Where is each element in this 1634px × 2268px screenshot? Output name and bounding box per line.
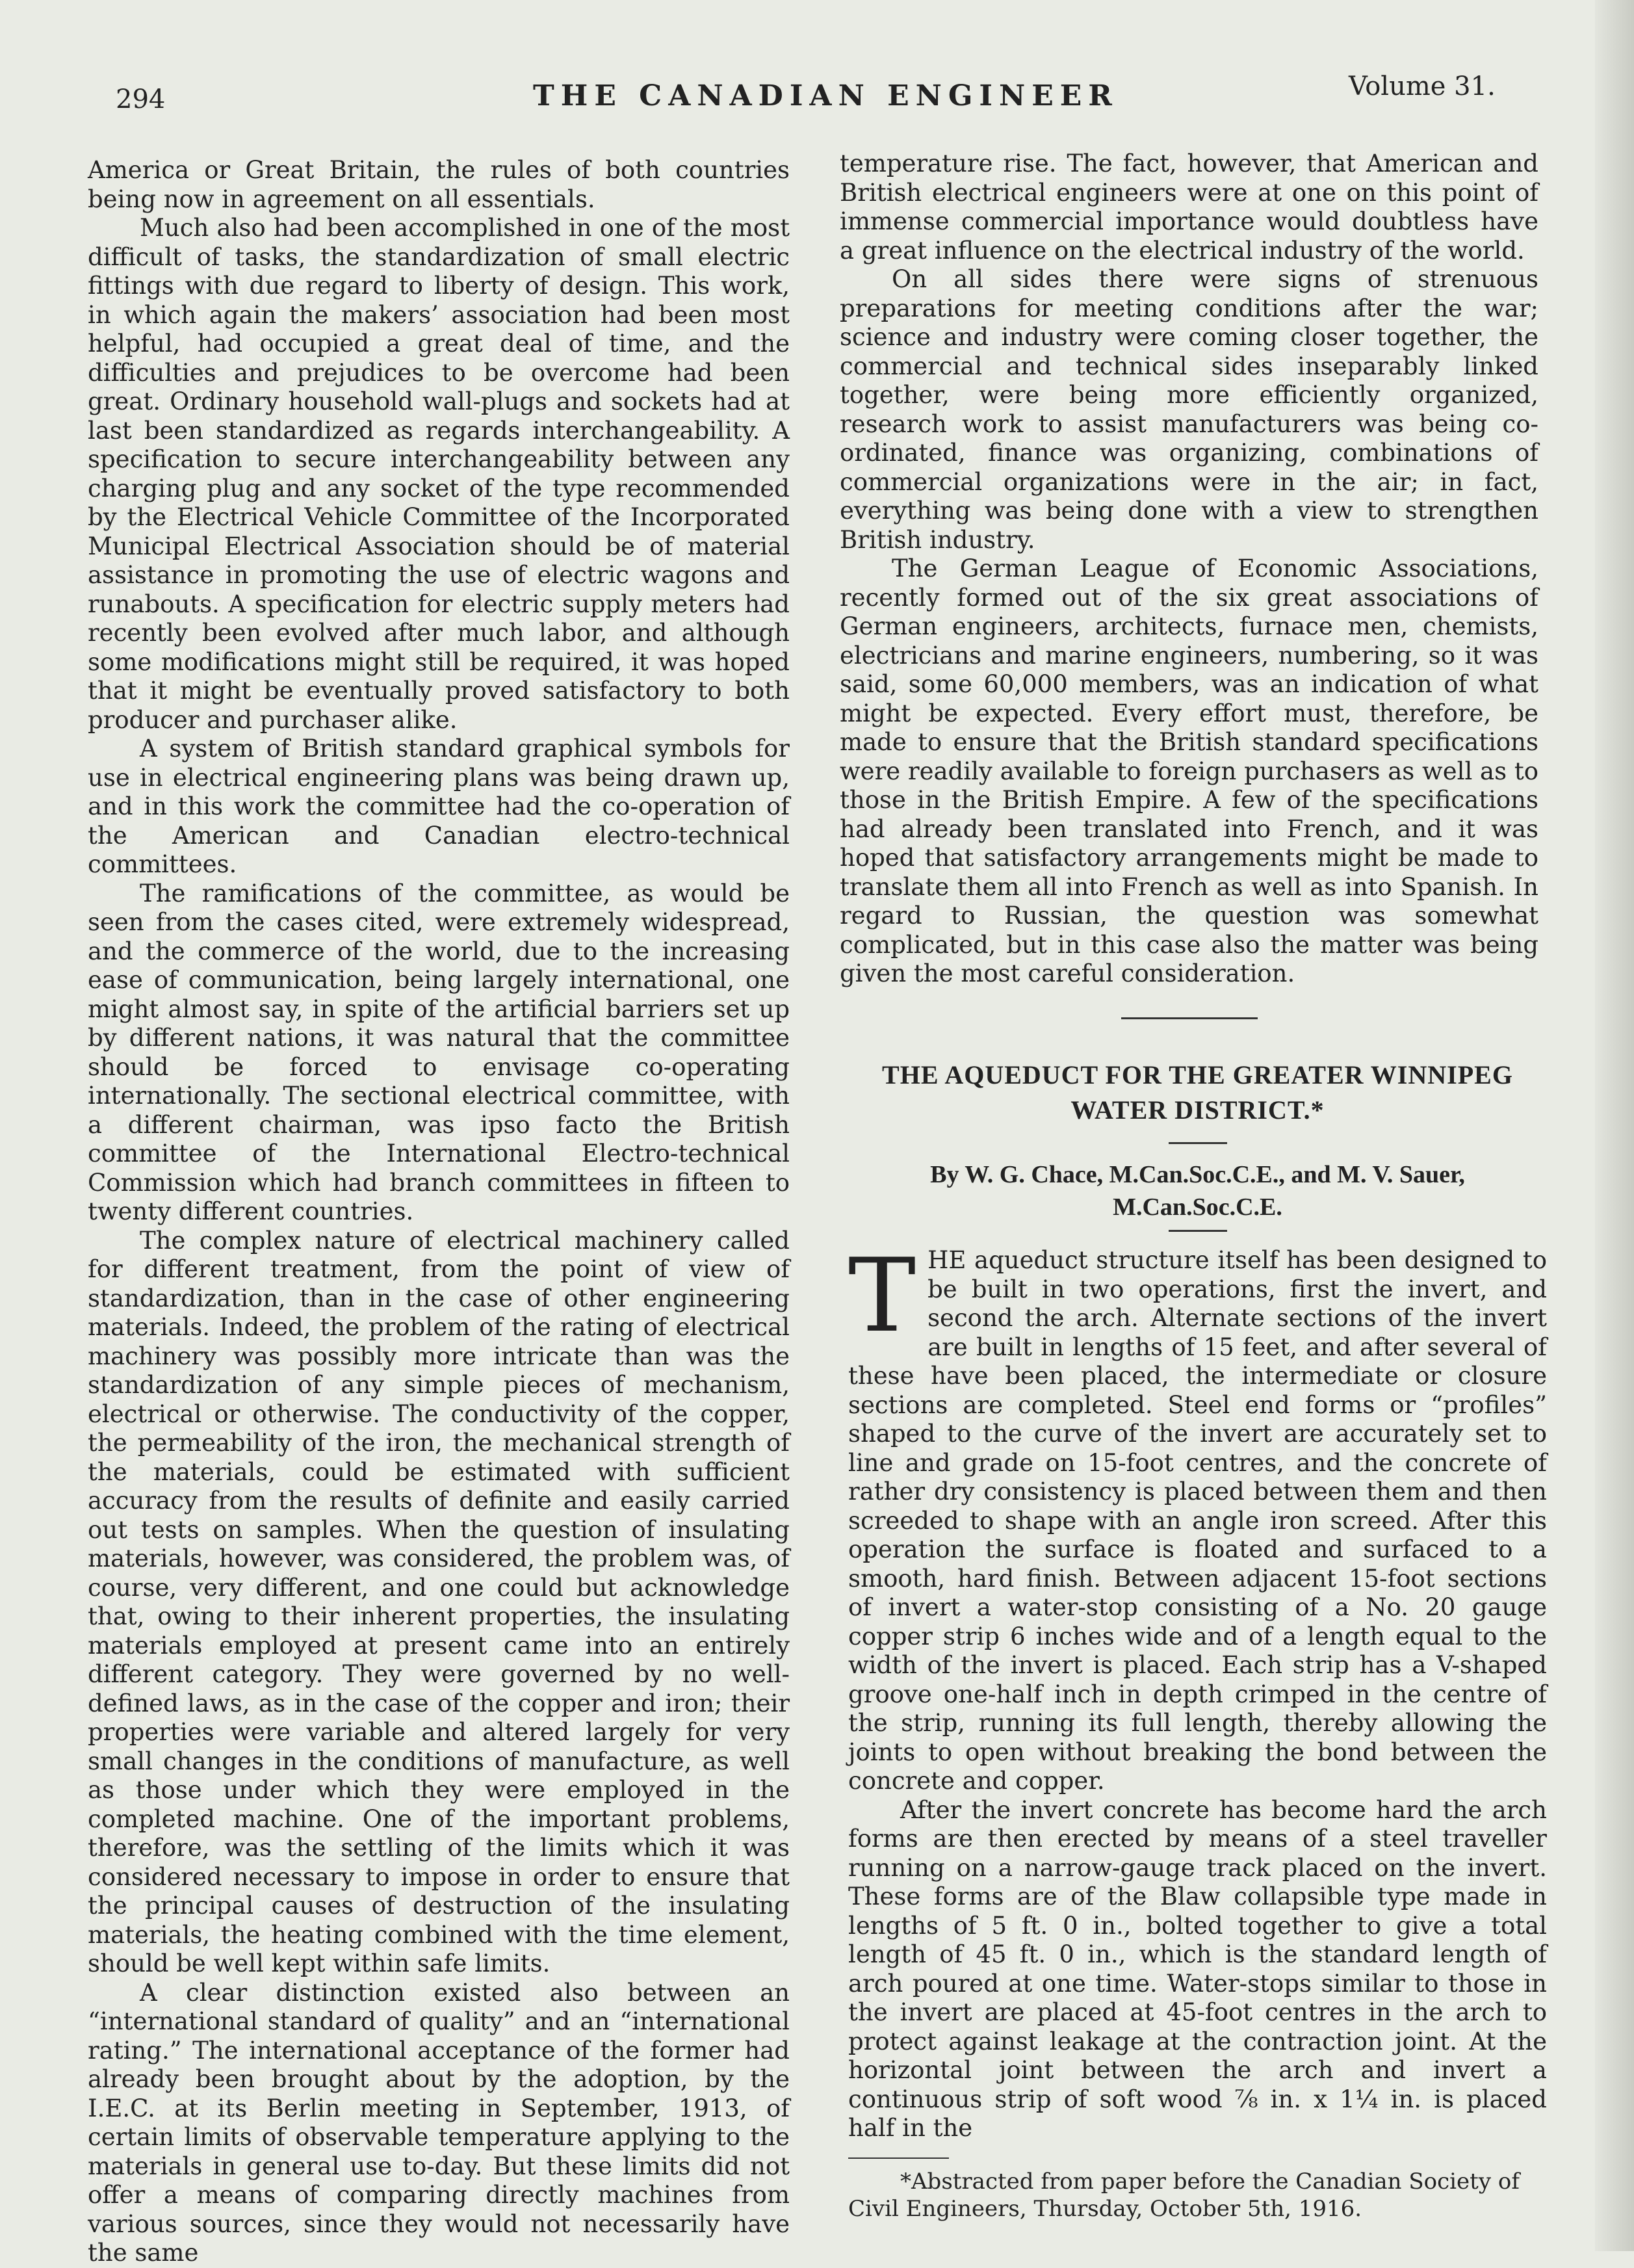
paragraph: A system of British standard graphical symbols for use in electrical engineering plans was being drawn up, and in this work the committee had the co-operation of the American and Canadian electro-technical committees.	[88, 735, 790, 878]
paragraph: The ramifications of the committee, as would be seen from the cases cited, were extremely widespread, and the commerce of the world, due to the increasing ease of communication, being largely international, one might almost say, in spite of the artificial barriers set up by different nations, it was natural that the committee should be forced to envisage co-operating internationally. The sectional electrical committee, with a different chairman, was ipso facto the British committee of the International Electro-technical Commission which had branch committees in fifteen to twenty different countries.	[88, 879, 790, 1225]
paragraph: The German League of Economic Associations, recently formed out of the six great associations of German engineers, architects, furnace men, chemists, electricians and marine engineers, numbering, so it was said, some 60,000 members, was an indication of what might be expected. Every effort must, therefore, be made to ensure that the British standard specifications were readily available to foreign purchasers as well as to those in the British Empire. A few of the specifications had already been translated into French, and it was hoped that satisfactory arrangements might be made to translate them all into French as well as into Spanish. In regard to Russian, the question was somewhat complicated, but in this case also the matter was being given the most careful consideration.	[840, 554, 1538, 987]
article-title: THE AQUEDUCT FOR THE GREATER WINNIPEG WATER DISTRICT.*	[882, 1060, 1513, 1125]
right-column	[840, 150, 1538, 1019]
footnote: *Abstracted from paper before the Canadian Society of Civil Engineers, Thursday, October 5th, 1916.	[848, 2168, 1520, 2222]
article-byline: By W. G. Chace, M.Can.Soc.C.E., and M. V. Sauer, M.Can.Soc.C.E.	[930, 1161, 1465, 1221]
paragraph: America or Great Britain, the rules of both countries being now in agreement on all essentials.	[88, 156, 790, 213]
drop-cap: T	[848, 1236, 916, 1355]
paragraph: After the invert concrete has become hard the arch forms are then erected by means of a steel traveller running on a narrow-gauge track placed on the invert. These forms are of the Blaw collapsible type made in lengths of 5 ft. 0 in., bolted together to give a total length of 45 ft. 0 in., which is the standard length of arch poured at one time. Water-stops similar to those in the invert are placed at 45-foot centres in the arch to protect against leakage at the contraction joint. At the horizontal joint between the arch and invert a continuous strip of soft wood ⅞ in. x 1¼ in. is placed half in the	[848, 1795, 1547, 2142]
section-separator	[1121, 1017, 1258, 1019]
paragraph: A clear distinction existed also between an “international standard of quality” and an “international rating.” The international acceptance of the former had already been brought about by the adoption, by the I.E.C. at its Berlin meeting in September, 1913, of certain limits of observable temperature applying to the materials in general use to-day. But these limits did not offer a means of comparing directly machines from various sources, since they would not necessarily have the same	[88, 1978, 790, 2267]
page-number: 294	[116, 85, 166, 114]
article	[848, 1024, 1547, 2222]
volume-label: Volume 31.	[1349, 72, 1496, 101]
paragraph: temperature rise. The fact, however, that American and British electrical engineers were at one on this point of immense commercial importance would doubtless have a great influence on the electrical industry of the world.	[840, 150, 1538, 265]
article-body	[848, 1236, 1547, 2143]
footnote-rule	[848, 2157, 949, 2159]
byline-rule	[1169, 1230, 1227, 1232]
left-column	[88, 156, 790, 2268]
lead-paragraph	[848, 1236, 1547, 1796]
page-edge	[1595, 0, 1634, 2251]
paragraph: Much also had been accomplished in one of the most difficult of tasks, the standardization of small electric fittings with due regard to liberty of design. This work, in which again the makers’ association had been most helpful, had occupied a great deal of time, and the difficulties and prejudices to be overcome had been great. Ordinary household wall-plugs and sockets had at last been standardized as regards interchangeability. A specification to secure interchangeability between any charging plug and any socket of the type recommended by the Electrical Vehicle Committee of the Incorporated Municipal Electrical Association should be of material assistance in promoting the use of electric wagons and runabouts. A specification for electric supply meters had recently been evolved after much labor, and although some modifications might still be required, it was hoped that it might be eventually proved satisfactory to both producer and purchaser alike.	[88, 214, 790, 734]
paragraph: The complex nature of electrical machinery called for different treatment, from the point of view of standardization, than in the case of other engineering materials. Indeed, the problem of the rating of electrical machinery was possibly more intricate than was the standardization of any simple pieces of mechanism, electrical or otherwise. The conductivity of the copper, the permeability of the iron, the mechanical strength of the materials, could be estimated with sufficient accuracy from the results of definite and easily carried out tests on samples. When the question of insulating materials, however, was considered, the problem was, of course, very different, and one could but acknowledge that, owing to their inherent properties, the insulating materials employed at present came into an entirely different category. They were governed by no well-defined laws, as in the case of the copper and iron; their properties were variable and altered largely for very small changes in the conditions of manufacture, as well as those under which they were employed in the completed machine. One of the important problems, therefore, was the settling of the limits which it was considered necessary to impose in order to ensure that the principal causes of destruction of the insulating materials, the heating combined with the time element, should be well kept within safe limits.	[88, 1226, 790, 1977]
paragraph: On all sides there were signs of strenuous preparations for meeting conditions after the war; science and industry were coming closer together, the commercial and technical sides inseparably linked together, were being more efficiently organized, research work to assist manufacturers was being co-ordinated, finance was organizing, combinations of commercial organizations were in the air; in fact, everything was being done with a view to strengthen British industry.	[840, 265, 1538, 554]
title-rule	[1169, 1142, 1227, 1144]
lead-text: HE aqueduct structure itself has been designed to be built in two operations, first the invert, and second the arch. Alternate sections of the invert are built in lengths of 15 feet, and after several of these have been placed, the intermediate or closure sections are completed. Steel end forms or “profiles” shaped to the curve of the invert are accurately set to line and grade on 15-foot centres, and the concrete of rather dry consistency is placed between them and then screeded to shape with an angle iron screed. After this operation the surface is floated and surfaced to a smooth, hard finish. Between adjacent 15-foot sections of invert a water-stop consisting of a No. 20 gauge copper strip 6 inches wide and of a length equal to the width of the invert is placed. Each strip has a V-shaped groove one-half inch in depth crimped in the centre of the strip, running its full length, thereby allowing the joints to open without breaking the bond between the concrete and copper.	[848, 1246, 1547, 1795]
journal-title: THE CANADIAN ENGINEER	[533, 79, 1119, 112]
